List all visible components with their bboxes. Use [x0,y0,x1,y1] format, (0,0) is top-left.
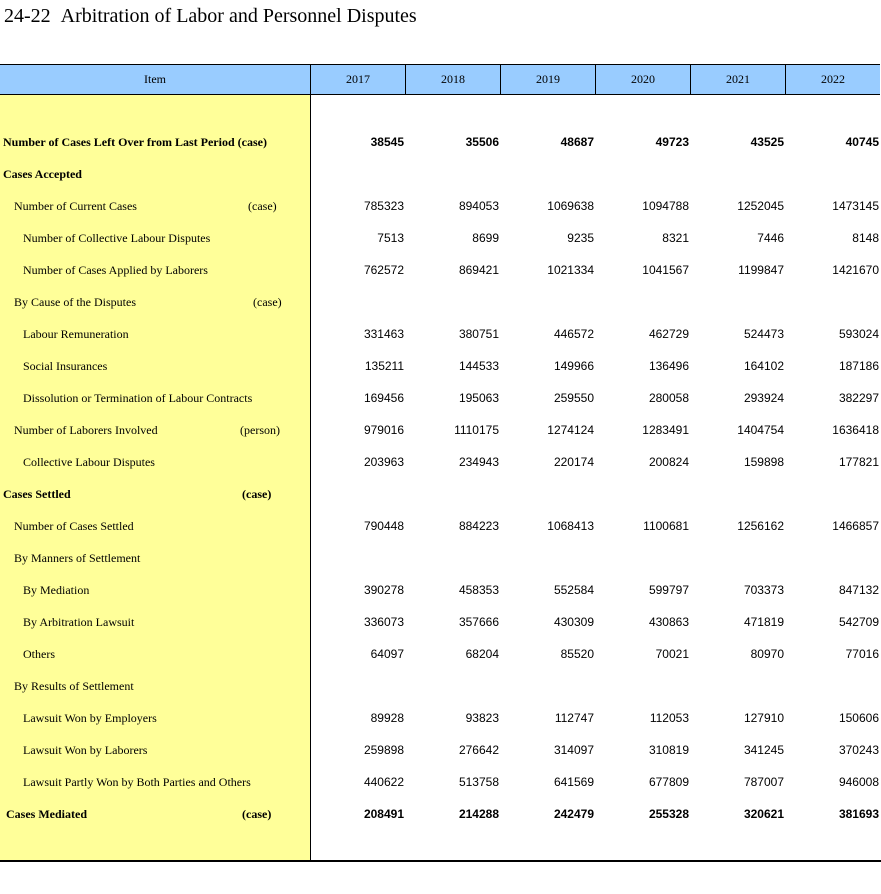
cell-value: 1199847 [738,263,784,277]
table-row [0,196,881,216]
row-label: Number of Cases Settled [14,519,134,533]
cell-value: 1069638 [547,199,594,213]
table-row [0,164,881,184]
cell-value: 149966 [553,359,594,373]
table-row [0,132,881,152]
cell-value: 513758 [458,775,499,789]
cell-value: 85520 [560,647,594,661]
cell-value: 524473 [743,327,784,341]
cell-value: 462729 [648,327,689,341]
cell-value: 1100681 [643,519,689,533]
cell-value: 869421 [458,263,499,277]
row-label: Number of Cases Applied by Laborers [23,263,208,277]
cell-value: 280058 [648,391,689,405]
cell-value: 390278 [363,583,404,597]
header-year-2022: 2022 [785,65,880,94]
cell-value: 7513 [377,231,404,245]
header-year-2017: 2017 [310,65,405,94]
row-label: Number of Cases Left Over from Last Period (case) [3,135,267,149]
cell-value: 234943 [458,455,499,469]
cell-value: 1041567 [642,263,689,277]
row-label: By Arbitration Lawsuit [23,615,135,629]
table-title [4,5,417,28]
cell-value: 112053 [649,711,689,725]
cell-value: 214288 [458,807,499,821]
row-label: By Cause of the Disputes [14,295,136,309]
row-label: Lawsuit Won by Employers [23,711,157,725]
cell-value: 1283491 [642,423,689,437]
row-label: By Mediation [23,583,90,597]
cell-value: 77016 [845,647,879,661]
row-unit: (case) [242,487,272,501]
row-unit: (person) [240,423,280,437]
row-label: Labour Remuneration [23,327,129,341]
cell-value: 790448 [363,519,404,533]
cell-value: 93823 [465,711,499,725]
cell-value: 1110175 [454,423,499,437]
row-label: By Manners of Settlement [14,551,141,565]
cell-value: 7446 [757,231,784,245]
cell-value: 677809 [648,775,689,789]
row-label: Collective Labour Disputes [23,455,155,469]
cell-value: 127910 [743,711,784,725]
header-item: Item [144,72,166,86]
cell-value: 440622 [363,775,404,789]
cell-value: 135211 [364,359,404,373]
cell-value: 1274124 [547,423,594,437]
table-row [0,420,881,440]
header-year-2020: 2020 [595,65,690,94]
cell-value: 1421670 [832,263,879,277]
table-header [0,64,880,95]
cell-value: 203963 [363,455,404,469]
cell-value: 40745 [845,135,879,149]
cell-value: 43525 [750,135,784,149]
cell-value: 259898 [363,743,404,757]
cell-value: 144533 [458,359,499,373]
cell-value: 785323 [363,199,404,213]
cell-value: 884223 [458,519,499,533]
cell-value: 208491 [363,807,404,821]
cell-value: 1473145 [832,199,879,213]
cell-value: 599797 [648,583,689,597]
cell-value: 259550 [553,391,594,405]
table-row [0,740,881,760]
table-row [0,484,881,504]
table-title-text: Arbitration of Labor and Personnel Disputes [60,5,417,27]
cell-value: 242479 [553,807,594,821]
table-row [0,676,881,696]
cell-value: 430863 [648,615,689,629]
header-year-2018: 2018 [405,65,500,94]
cell-value: 293924 [743,391,784,405]
table-row [0,708,881,728]
cell-value: 112747 [554,711,594,725]
header-year-2019: 2019 [500,65,595,94]
cell-value: 159898 [743,455,784,469]
cell-value: 703373 [743,583,784,597]
cell-value: 38545 [370,135,404,149]
table-bottom-rule [0,860,881,862]
cell-value: 357666 [458,615,499,629]
cell-value: 1404754 [737,423,784,437]
cell-value: 150606 [838,711,879,725]
cell-value: 341245 [743,743,784,757]
cell-value: 276642 [458,743,499,757]
table-row [0,644,881,664]
cell-value: 169456 [363,391,404,405]
cell-value: 8321 [662,231,689,245]
row-label: Number of Laborers Involved [14,423,158,437]
cell-value: 89928 [370,711,404,725]
cell-value: 370243 [838,743,879,757]
cell-value: 380751 [458,327,499,341]
cell-value: 979016 [363,423,404,437]
cell-value: 8148 [852,231,879,245]
cell-value: 255328 [648,807,689,821]
cell-value: 220174 [553,455,594,469]
row-label: Dissolution or Termination of Labour Contracts [23,391,253,405]
row-label: Number of Collective Labour Disputes [23,231,211,245]
table-row [0,772,881,792]
cell-value: 9235 [567,231,594,245]
row-label: Number of Current Cases [14,199,137,213]
row-label: Others [23,647,55,661]
table-row [0,324,881,344]
cell-value: 336073 [363,615,404,629]
cell-value: 847132 [838,583,879,597]
cell-value: 70021 [655,647,689,661]
table-row [0,260,881,280]
cell-value: 762572 [363,263,404,277]
cell-value: 320621 [743,807,784,821]
row-unit: (case) [242,807,272,821]
table-row [0,580,881,600]
cell-value: 49723 [655,135,689,149]
cell-value: 382297 [838,391,879,405]
table-row [0,516,881,536]
row-label: Lawsuit Partly Won by Both Parties and Others [23,775,251,789]
cell-value: 1068413 [547,519,594,533]
cell-value: 68204 [465,647,499,661]
cell-value: 177821 [838,455,879,469]
row-label: Cases Accepted [3,167,82,181]
table-row [0,292,881,312]
cell-value: 1094788 [642,199,689,213]
row-label: By Results of Settlement [14,679,134,693]
cell-value: 1021334 [547,263,594,277]
cell-value: 471819 [743,615,784,629]
table-row [0,804,881,824]
cell-value: 48687 [560,135,594,149]
row-label: Social Insurances [23,359,108,373]
table-row [0,356,881,376]
cell-value: 200824 [648,455,689,469]
cell-value: 35506 [465,135,499,149]
row-unit: (case) [253,295,282,309]
row-label: Cases Settled [3,487,71,501]
cell-value: 593024 [838,327,879,341]
cell-value: 1256162 [737,519,784,533]
cell-value: 64097 [370,647,404,661]
cell-value: 331463 [363,327,404,341]
cell-value: 894053 [458,199,499,213]
cell-value: 458353 [458,583,499,597]
cell-value: 1252045 [737,199,784,213]
row-label: Cases Mediated [6,807,87,821]
header-year-2021: 2021 [690,65,785,94]
cell-value: 80970 [750,647,784,661]
cell-value: 314097 [553,743,594,757]
cell-value: 787007 [743,775,784,789]
cell-value: 552584 [553,583,594,597]
table-row [0,228,881,248]
cell-value: 195063 [458,391,499,405]
cell-value: 310819 [648,743,689,757]
table-row [0,388,881,408]
cell-value: 430309 [553,615,594,629]
cell-value: 381693 [838,807,879,821]
table-row [0,452,881,472]
cell-value: 1466857 [832,519,879,533]
row-label: Lawsuit Won by Laborers [23,743,148,757]
table-row [0,548,881,568]
cell-value: 946008 [838,775,879,789]
cell-value: 1636418 [832,423,879,437]
cell-value: 542709 [838,615,879,629]
cell-value: 164102 [743,359,784,373]
cell-value: 446572 [553,327,594,341]
cell-value: 187186 [838,359,879,373]
row-unit: (case) [248,199,277,213]
table-row [0,612,881,632]
cell-value: 8699 [472,231,499,245]
cell-value: 136496 [648,359,689,373]
cell-value: 641569 [553,775,594,789]
table-number: 24-22 [4,5,51,27]
